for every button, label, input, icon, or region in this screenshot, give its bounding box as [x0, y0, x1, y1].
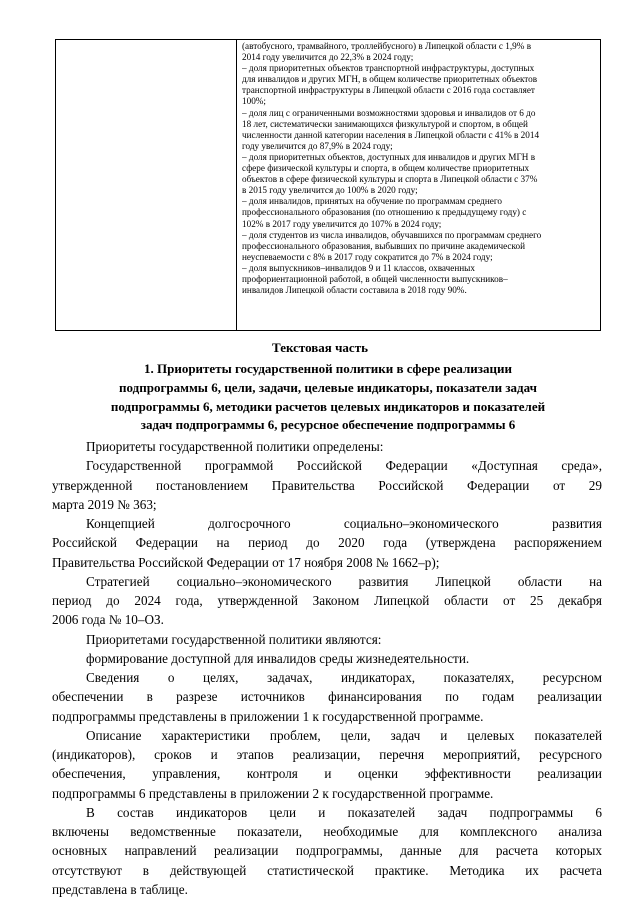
- section-title: Текстовая часть: [272, 340, 368, 355]
- table-line: инвалидов Липецкой области составила в 2018 году 90%.: [242, 285, 467, 296]
- paragraph-line: Описание характеристики проблем, цели, задач и целевых показателей: [86, 727, 602, 743]
- paragraph-line: Российской Федерации на период до 2020 года (утверждена распоряжением: [52, 535, 602, 551]
- table-line: для инвалидов и других МГН, в общем количестве приоритетных объектов: [242, 74, 538, 85]
- paragraph-line: отсутствуют в действующей статистической практике. Методика их расчета: [52, 862, 602, 878]
- indicators-table: [55, 39, 601, 331]
- table-line: – доля выпускников–инвалидов 9 и 11 классов, охваченных: [242, 262, 475, 273]
- table-line: транспортной инфраструктуры в Липецкой области с 2016 года составляет: [242, 85, 535, 96]
- heading-line: подпрограммы 6, цели, задачи, целевые индикаторы, показатели задач: [119, 379, 537, 395]
- paragraph-line: представлена в таблице.: [52, 881, 188, 897]
- paragraph-line: включены ведомственные показатели, необходимые для комплексного анализа: [52, 824, 602, 839]
- paragraph-line: Приоритеты государственной политики определены:: [86, 439, 384, 454]
- table-line: неуспеваемости с 8% в 2017 году сократится до 7% в 2024 году;: [242, 251, 493, 262]
- heading-line: подпрограммы 6, методики расчетов целевых индикаторов и показателей: [110, 398, 546, 414]
- paragraph-line: (индикаторов), сроков и этапов реализации, перечня мероприятий, ресурсного: [52, 747, 602, 762]
- table-line: профессионального образования (по отношению к предыдущему году) с: [242, 207, 527, 218]
- paragraph-line: подпрограммы представлены в приложении 1 к государственной программе.: [52, 708, 484, 724]
- paragraph-line: Стратегией социально–экономического развития Липецкой области на: [86, 573, 602, 589]
- table-line: 100%;: [242, 96, 266, 107]
- table-line: – доля инвалидов, принятых на обучение по программам среднего: [242, 196, 502, 207]
- table-line: 18 лет, систематически занимающихся физкультурой и спортом, в общей: [242, 118, 528, 129]
- table-line: – доля приоритетных объектов транспортной инфраструктуры, доступных: [242, 63, 535, 74]
- paragraph-line: 2006 года № 10–ОЗ.: [52, 612, 164, 628]
- table-line: – доля студентов из числа инвалидов, обучавшихся по программам среднего: [242, 229, 542, 240]
- table-line: сфере физической культуры и спорта, в общем количестве приоритетных: [242, 163, 530, 174]
- paragraph-line: подпрограммы 6 представлены в приложении 2 к государственной программе.: [52, 785, 494, 801]
- paragraph-line: Сведения о целях, задачах, индикаторах, показателях, ресурсном: [86, 670, 602, 685]
- table-line: году увеличится до 87,9% в 2024 году;: [242, 140, 393, 151]
- section-heading: [66, 360, 590, 435]
- paragraph-line: обеспечении в разрезе источников финансирования по годам реализации: [52, 689, 602, 705]
- table-line: – доля приоритетных объектов, доступных для инвалидов и других МГН в: [242, 151, 536, 162]
- table-line: профессионального образования, выбывших по причине академической: [242, 240, 525, 251]
- heading-line: 1. Приоритеты государственной политики в сфере реализации: [143, 361, 512, 376]
- paragraph-line: Концепцией долгосрочного социально–экономического развития: [86, 516, 602, 531]
- table-left-column: [56, 40, 237, 330]
- table-line: 2014 году увеличится до 22,3% в 2024 году;: [242, 52, 414, 63]
- table-line: (автобусного, трамвайного, троллейбусного) в Липецкой области с 1,9% в: [242, 41, 532, 51]
- paragraph-line: Приоритетами государственной политики являются:: [86, 631, 382, 647]
- table-line: объектов в сфере физической культуры и спорта в Липецкой области с 37%: [242, 174, 538, 185]
- paragraph-line: Государственной программой Российской Федерации «Доступная среда»,: [86, 458, 602, 474]
- paragraph-line: утвержденной постановлением Правительства Российской Федерации от 29: [52, 477, 602, 493]
- table-line: в 2015 году увеличится до 100% в 2020 году;: [242, 185, 418, 196]
- paragraph-line: период до 2024 года, утвержденной Законом Липецкой области от 25 декабря: [52, 593, 602, 608]
- paragraph-line: основных направлений реализации подпрограммы, данные для расчета которых: [52, 843, 602, 859]
- table-line: – доля лиц с ограниченными возможностями здоровья и инвалидов от 6 до: [242, 107, 536, 118]
- paragraph-line: В состав индикаторов цели и показателей задач подпрограммы 6: [86, 804, 602, 820]
- paragraph-line: Правительства Российской Федерации от 17 ноября 2008 № 1662–р);: [52, 554, 440, 570]
- body-text: [52, 437, 602, 899]
- heading-line: задач подпрограммы 6, ресурсное обеспечение подпрограммы 6: [140, 417, 516, 433]
- table-line: 102% в 2017 году увеличится до 107% в 2024 году;: [242, 218, 442, 229]
- table-line: профориентационной работой, в общей численности выпускников–: [242, 273, 508, 284]
- paragraph-line: обеспечения, управления, контроля и оценки эффективности реализации: [52, 766, 602, 782]
- table-line: численности данной категории населения в Липецкой области с 41% в 2014: [242, 129, 540, 140]
- table-right-column: [237, 40, 600, 330]
- paragraph-line: формирование доступной для инвалидов среды жизнедеятельности.: [86, 650, 470, 666]
- paragraph-line: марта 2019 № 363;: [52, 496, 157, 512]
